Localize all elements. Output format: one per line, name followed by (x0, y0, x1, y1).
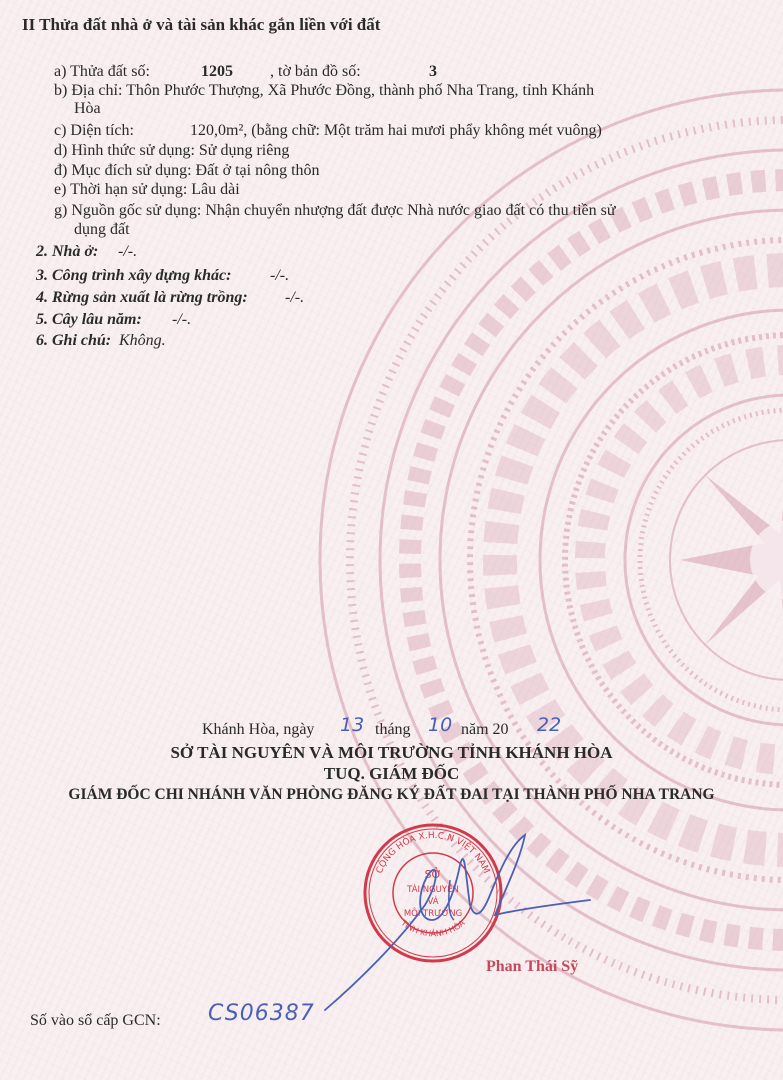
notes-value: Không. (119, 332, 166, 349)
stamp-center-1: SỞ (424, 868, 442, 881)
perennial-trees-label: 5. Cây lâu năm: (36, 311, 142, 328)
address-line-1: b) Địa chỉ: Thôn Phước Thượng, Xã Phước Đồng, thành phố Nha Trang, tỉnh Khánh (54, 82, 595, 99)
gcn-registry-label: Số vào sổ cấp GCN: (30, 1012, 161, 1029)
house-label: 2. Nhà ở: (36, 243, 99, 260)
other-construction-label: 3. Công trình xây dựng khác: (36, 267, 232, 284)
gcn-registry-number: CS06387 (208, 1001, 315, 1026)
stamp-center-4: MÔI TRƯỜNG (403, 909, 463, 919)
perennial-trees-value: -/-. (172, 311, 192, 328)
usage-origin-line-2: dụng đất (74, 221, 130, 238)
handwritten-signature (320, 820, 600, 1020)
date-year-label: năm 20 (461, 721, 509, 738)
usage-purpose: đ) Mục đích sử dụng: Đất ở tại nông thôn (54, 162, 320, 179)
stamp-center-2: TÀI NGUYÊN (407, 885, 459, 895)
area-value: 120,0m², (bằng chữ: Một trăm hai mươi phẩy không mét vuông) (190, 122, 602, 139)
section-heading: II Thửa đất nhà ở và tài sản khác gắn liền với đất (22, 15, 381, 34)
map-sheet-number: 3 (429, 63, 437, 80)
date-month-label: tháng (375, 721, 411, 738)
house-value: -/-. (118, 243, 138, 260)
planted-forest-value: -/-. (285, 289, 305, 306)
date-day: 13 (340, 714, 365, 736)
on-behalf-title: TUQ. GIÁM ĐỐC (323, 764, 460, 783)
notes-label: 6. Ghi chú: (36, 332, 112, 349)
usage-origin-line-1: g) Nguồn gốc sử dụng: Nhận chuyển nhượng đất được Nhà nước giao đất có thu tiền sử (54, 202, 616, 219)
signer-position: GIÁM ĐỐC CHI NHÁNH VĂN PHÒNG ĐĂNG KÝ ĐẤT ĐAI TẠI THÀNH PHỐ NHA TRANG (68, 786, 715, 803)
address-line-2: Hòa (74, 100, 101, 117)
area-label: c) Diện tích: (54, 122, 134, 139)
usage-term: e) Thời hạn sử dụng: Lâu dài (54, 181, 240, 198)
stamp-ring-text: CỘNG HÒA X.H.C.N VIỆT NAM (374, 830, 492, 876)
map-sheet-label: , tờ bản đồ số: (270, 63, 361, 80)
stamp-center-3: VÀ (427, 897, 439, 907)
signer-name: Phan Thái Sỹ (486, 958, 579, 975)
agency-name: SỞ TÀI NGUYÊN VÀ MÔI TRƯỜNG TỈNH KHÁNH HÒA (170, 743, 613, 762)
parcel-number: 1205 (201, 63, 233, 80)
planted-forest-label: 4. Rừng sản xuất là rừng trồng: (36, 289, 248, 306)
date-prefix: Khánh Hòa, ngày (202, 721, 315, 738)
stamp-bottom-text: TỈNH KHÁNH HÒA (399, 918, 467, 939)
other-construction-value: -/-. (270, 267, 290, 284)
parcel-number-label: a) Thửa đất số: (54, 63, 150, 80)
date-year-suffix: 22 (537, 714, 562, 736)
date-month: 10 (428, 714, 453, 736)
usage-form: d) Hình thức sử dụng: Sử dụng riêng (54, 142, 290, 159)
